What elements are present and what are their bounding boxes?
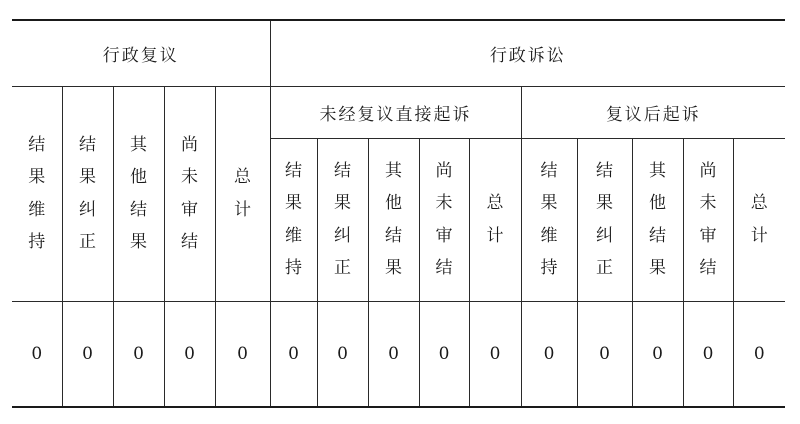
table-cell bbox=[317, 301, 368, 407]
suit-after-review-col-label-4: 总计 bbox=[750, 193, 768, 246]
admin-review-col-3 bbox=[164, 86, 215, 301]
direct-suit-title: 未经复议直接起诉 bbox=[319, 104, 472, 125]
direct-suit-value-2: 0 bbox=[388, 343, 399, 364]
suit-after-review-col-4 bbox=[733, 138, 785, 301]
table-cell bbox=[270, 301, 317, 407]
suit-after-review-col-label-3: 尚未审结 bbox=[699, 160, 717, 278]
admin-review-col-label-1: 结果纠正 bbox=[78, 134, 96, 252]
admin-review-col-0 bbox=[12, 86, 62, 301]
direct-suit-value-4: 0 bbox=[489, 343, 501, 364]
table-cell bbox=[215, 301, 270, 407]
direct-suit-col-label-4: 总计 bbox=[486, 193, 504, 246]
direct-suit-col-3 bbox=[419, 138, 469, 301]
value-row bbox=[12, 301, 785, 407]
direct-suit-col-label-0: 结果维持 bbox=[285, 160, 302, 278]
admin-review-col-label-0: 结果维持 bbox=[28, 134, 46, 252]
suit-after-review-header bbox=[521, 86, 785, 138]
suit-after-review-col-label-2: 其他结果 bbox=[649, 160, 666, 278]
admin-review-value-2: 0 bbox=[133, 343, 144, 364]
table-cell bbox=[521, 301, 577, 407]
admin-review-col-4 bbox=[215, 86, 270, 301]
table-cell bbox=[113, 301, 164, 407]
direct-suit-col-label-2: 其他结果 bbox=[385, 160, 402, 278]
table-cell bbox=[12, 301, 62, 407]
table-cell bbox=[469, 301, 521, 407]
direct-suit-col-1 bbox=[317, 138, 368, 301]
admin-review-value-3: 0 bbox=[184, 343, 195, 364]
admin-review-col-label-3: 尚未审结 bbox=[180, 134, 198, 252]
suit-after-review-value-4: 0 bbox=[753, 343, 765, 364]
admin-litigation-title: 行政诉讼 bbox=[489, 45, 566, 66]
table-cell bbox=[683, 301, 733, 407]
suit-after-review-col-0 bbox=[521, 138, 577, 301]
suit-after-review-title: 复议后起诉 bbox=[605, 104, 701, 125]
header-row-middle bbox=[12, 86, 785, 138]
suit-after-review-col-label-0: 结果维持 bbox=[540, 160, 558, 278]
admin-review-value-1: 0 bbox=[82, 343, 93, 364]
admin-review-title: 行政复议 bbox=[102, 45, 179, 66]
suit-after-review-value-2: 0 bbox=[652, 343, 663, 364]
admin-review-value-4: 0 bbox=[237, 343, 248, 364]
table-cell bbox=[577, 301, 632, 407]
suit-after-review-value-3: 0 bbox=[702, 343, 714, 364]
table-cell bbox=[164, 301, 215, 407]
admin-review-col-1 bbox=[62, 86, 113, 301]
direct-suit-col-0 bbox=[270, 138, 317, 301]
suit-after-review-col-3 bbox=[683, 138, 733, 301]
table-cell bbox=[419, 301, 469, 407]
admin-review-value-0: 0 bbox=[31, 343, 43, 364]
direct-suit-value-1: 0 bbox=[337, 343, 348, 364]
suit-after-review-col-2 bbox=[632, 138, 683, 301]
admin-review-litigation-table bbox=[12, 19, 785, 408]
header-row-top bbox=[12, 20, 785, 86]
table-cell bbox=[632, 301, 683, 407]
admin-review-col-label-2: 其他结果 bbox=[129, 134, 147, 252]
admin-litigation-header bbox=[270, 20, 785, 86]
admin-review-col-label-4: 总计 bbox=[234, 167, 251, 220]
direct-suit-col-2 bbox=[368, 138, 419, 301]
direct-suit-header bbox=[270, 86, 521, 138]
suit-after-review-value-1: 0 bbox=[599, 343, 610, 364]
suit-after-review-value-0: 0 bbox=[543, 343, 555, 364]
direct-suit-value-0: 0 bbox=[288, 343, 299, 364]
table-cell bbox=[62, 301, 113, 407]
table-cell bbox=[733, 301, 785, 407]
suit-after-review-col-1 bbox=[577, 138, 632, 301]
admin-review-col-2 bbox=[113, 86, 164, 301]
direct-suit-col-label-3: 尚未审结 bbox=[435, 160, 453, 278]
direct-suit-col-4 bbox=[469, 138, 521, 301]
suit-after-review-col-label-1: 结果纠正 bbox=[596, 160, 613, 278]
table-cell bbox=[368, 301, 419, 407]
direct-suit-value-3: 0 bbox=[438, 343, 450, 364]
admin-review-header bbox=[12, 20, 270, 86]
direct-suit-col-label-1: 结果纠正 bbox=[334, 160, 351, 278]
